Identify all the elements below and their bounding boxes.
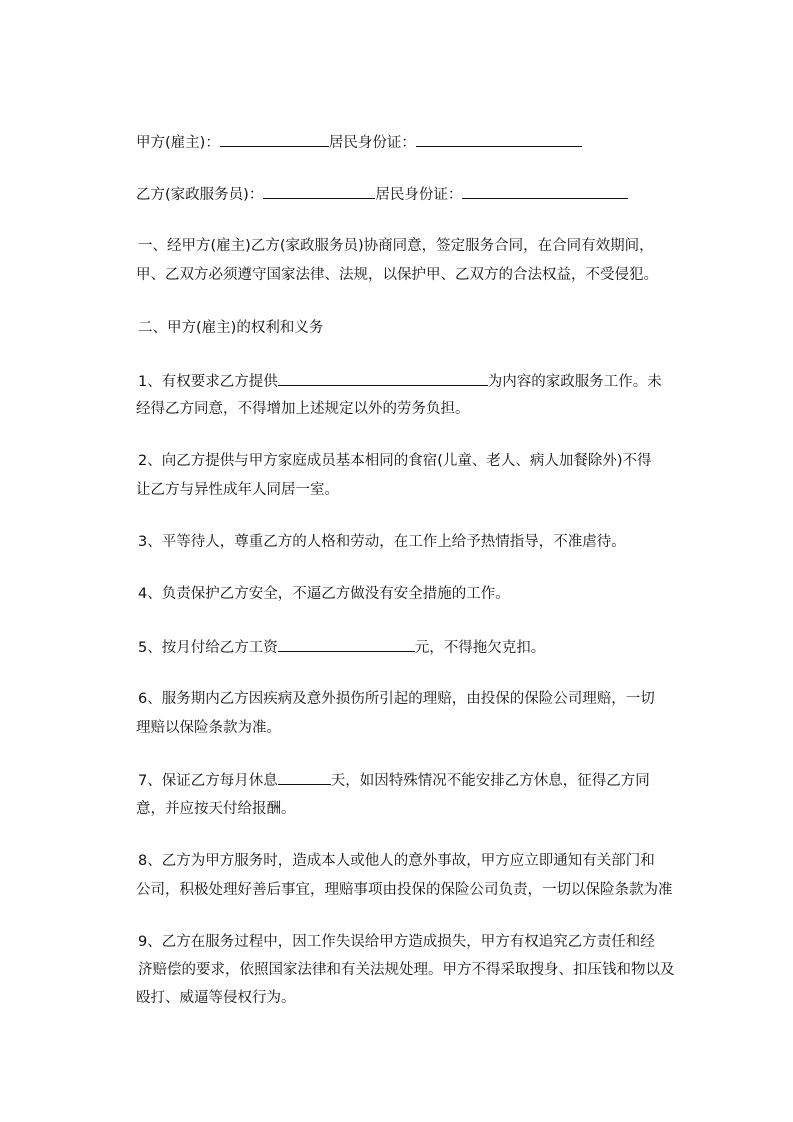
item-5	[138, 637, 545, 658]
item-5-text-post: 元，不得拖欠克扣。	[414, 640, 546, 656]
clause-1-line-1: 一、经甲方(雇主)乙方(家政服务员)协商同意，签定服务合同，在合同有效期间，	[138, 238, 654, 254]
item-2-line-1: 2、向乙方提供与甲方家庭成员基本相同的食宿(儿童、老人、病人加餐除外)不得	[138, 453, 652, 469]
item-7-line-1	[138, 770, 650, 791]
party-a-row	[136, 132, 582, 153]
item-8-line-2: 公司，积极处理好善后事宜，理赔事项由投保的保险公司负责，一切以保险条款为准	[136, 882, 673, 898]
item-1-text-pre: 1、有权要求乙方提供	[138, 374, 278, 390]
rest-days-blank[interactable]	[278, 770, 331, 785]
party-a-name-blank[interactable]	[220, 132, 329, 147]
item-6-line-2: 理赔以保险条款为准。	[136, 720, 281, 736]
item-7-text-post: 天，如因特殊情况不能安排乙方休息，征得乙方同	[330, 773, 650, 789]
item-5-text-pre: 5、按月付给乙方工资	[138, 640, 278, 656]
item-4: 4、负责保护乙方安全，不逼乙方做没有安全措施的工作。	[138, 586, 510, 602]
item-1-text-post: 为内容的家政服务工作。未	[487, 374, 662, 390]
item-6-line-1: 6、服务期内乙方因疾病及意外损伤所引起的理赔，由投保的保险公司理赔，一切	[138, 691, 655, 707]
item-7-line-2: 意，并应按天付给报酬。	[136, 801, 296, 817]
section-2-heading: 二、甲方(雇主)的权利和义务	[138, 320, 324, 336]
party-b-label: 乙方(家政服务员)：	[136, 187, 264, 203]
party-b-id-label: 居民身份证：	[375, 187, 463, 203]
clause-1-line-2: 甲、乙双方必须遵守国家法律、法规，以保护甲、乙双方的合法权益，不受侵犯。	[136, 267, 658, 283]
item-9-line-3: 殴打、威逼等侵权行为。	[136, 990, 296, 1006]
party-b-id-blank[interactable]	[462, 184, 628, 199]
item-7-text-pre: 7、保证乙方每月休息	[138, 773, 278, 789]
item-1-line-2: 经得乙方同意，不得增加上述规定以外的劳务负担。	[136, 401, 470, 417]
party-b-row	[136, 184, 628, 205]
item-9-line-2: 济赔偿的要求，依照国家法律和有关法规处理。甲方不得采取搜身、扣压钱和物以及	[138, 962, 675, 978]
service-content-blank[interactable]	[278, 371, 488, 386]
party-b-name-blank[interactable]	[263, 184, 375, 199]
item-9-line-1: 9、乙方在服务过程中，因工作失误给甲方造成损失，甲方有权追究乙方责任和经	[138, 934, 655, 950]
item-8-line-1: 8、乙方为甲方服务时，造成本人或他人的意外事故，甲方应立即通知有关部门和	[138, 853, 655, 869]
item-1-line-1	[138, 371, 662, 392]
party-a-label: 甲方(雇主)：	[136, 135, 220, 151]
item-2-line-2: 让乙方与异性成年人同居一室。	[136, 482, 339, 498]
wage-blank[interactable]	[278, 637, 415, 652]
item-3: 3、平等待人，尊重乙方的人格和劳动，在工作上给予热情指导，不准虐待。	[138, 534, 626, 550]
party-a-id-label: 居民身份证：	[328, 135, 416, 151]
party-a-id-blank[interactable]	[416, 132, 582, 147]
